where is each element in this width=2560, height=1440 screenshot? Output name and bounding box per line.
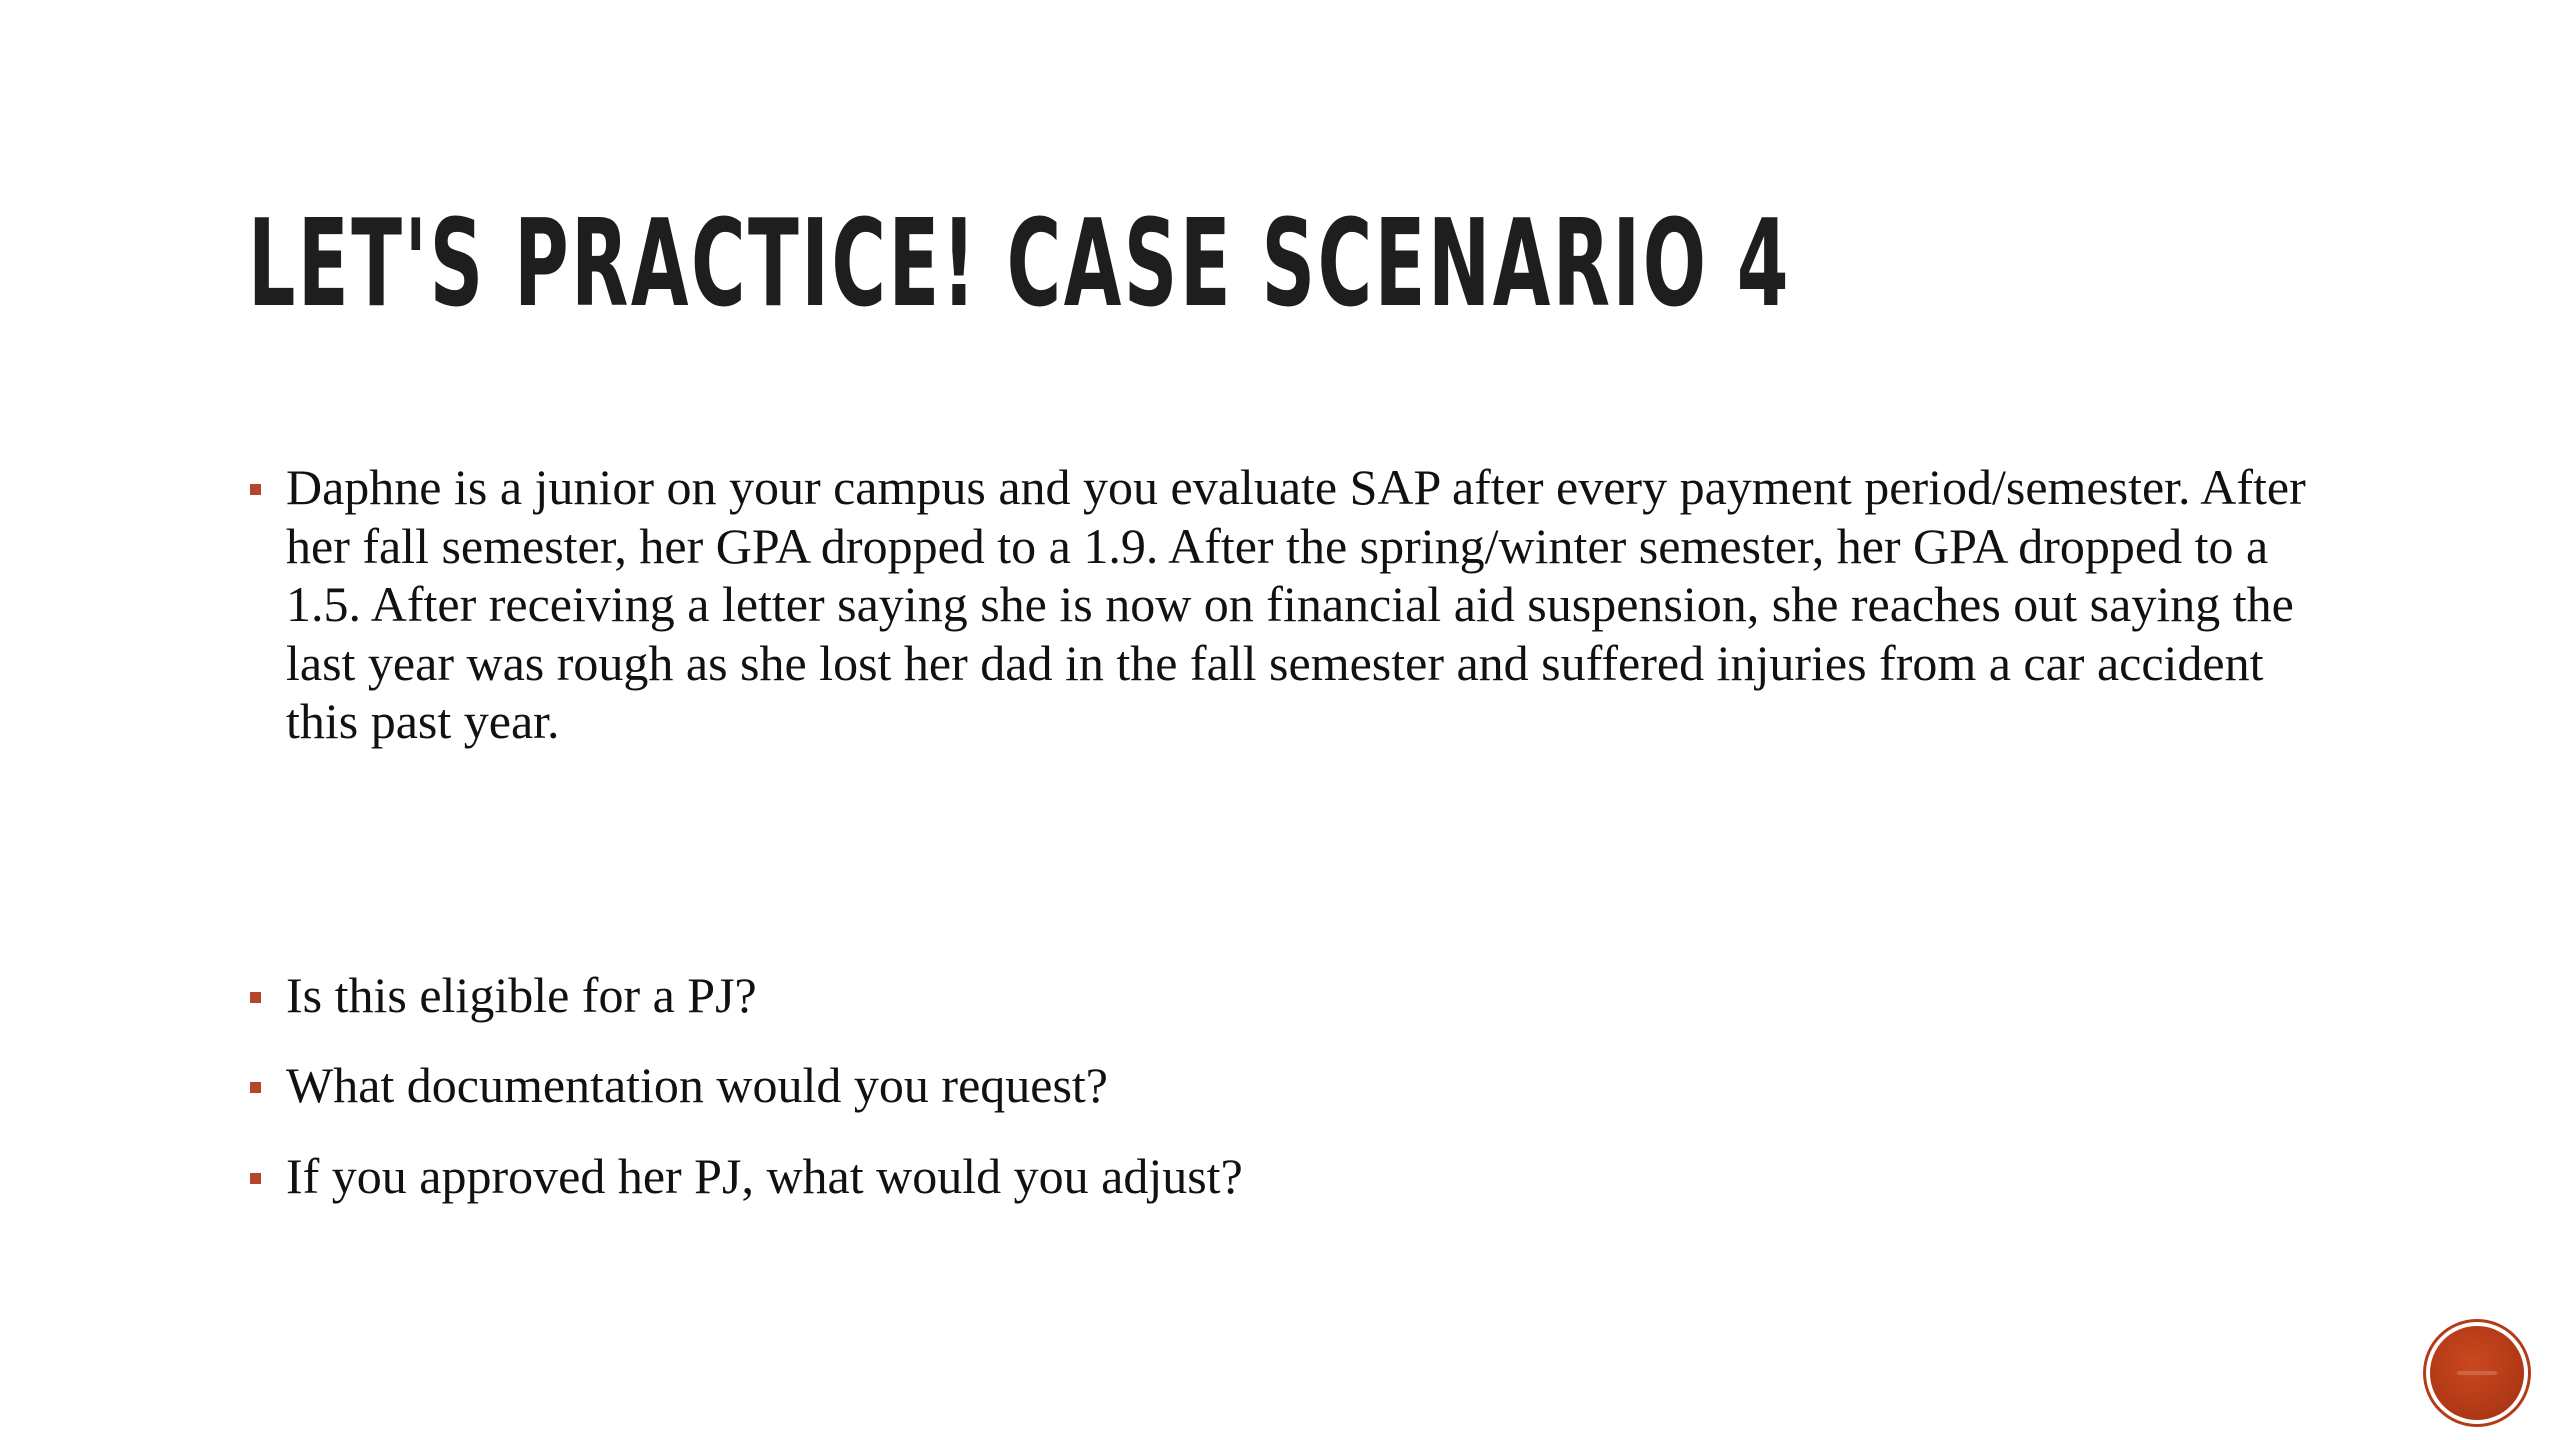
bullet-item-question-2 — [248, 1056, 2348, 1115]
bullet-list — [248, 458, 2348, 1205]
square-bullet-icon — [250, 1173, 261, 1184]
bullet-item-scenario — [248, 458, 2348, 751]
bullet-text: What documentation would you request? — [286, 1057, 1108, 1113]
slide-nav-button[interactable] — [2430, 1326, 2524, 1420]
bullet-text: If you approved her PJ, what would you adjust? — [286, 1147, 1243, 1204]
bullet-item-question-1 — [248, 966, 2348, 1025]
bullet-text: Is this eligible for a PJ? — [286, 966, 757, 1023]
square-bullet-icon — [250, 484, 261, 495]
bullet-text: Daphne is a junior on your campus and you evaluate SAP after every payment period/semester. After her fall semester, her GPA dropped to a 1.9. After the spring/winter semester, her GPA dropped to a 1.5. After receiving a letter saying she is now on financial aid suspension, she reaches out saying the last year was rough as she lost her dad in the fall semester and suffered injuries from a car accident this past year. — [286, 459, 2306, 749]
circle-button-icon — [2457, 1371, 2497, 1375]
square-bullet-icon — [250, 1082, 261, 1093]
bullet-item-question-3 — [248, 1147, 2348, 1206]
slide-title: LET'S PRACTICE! CASE SCENARIO 4 — [248, 195, 1792, 334]
square-bullet-icon — [250, 992, 261, 1003]
